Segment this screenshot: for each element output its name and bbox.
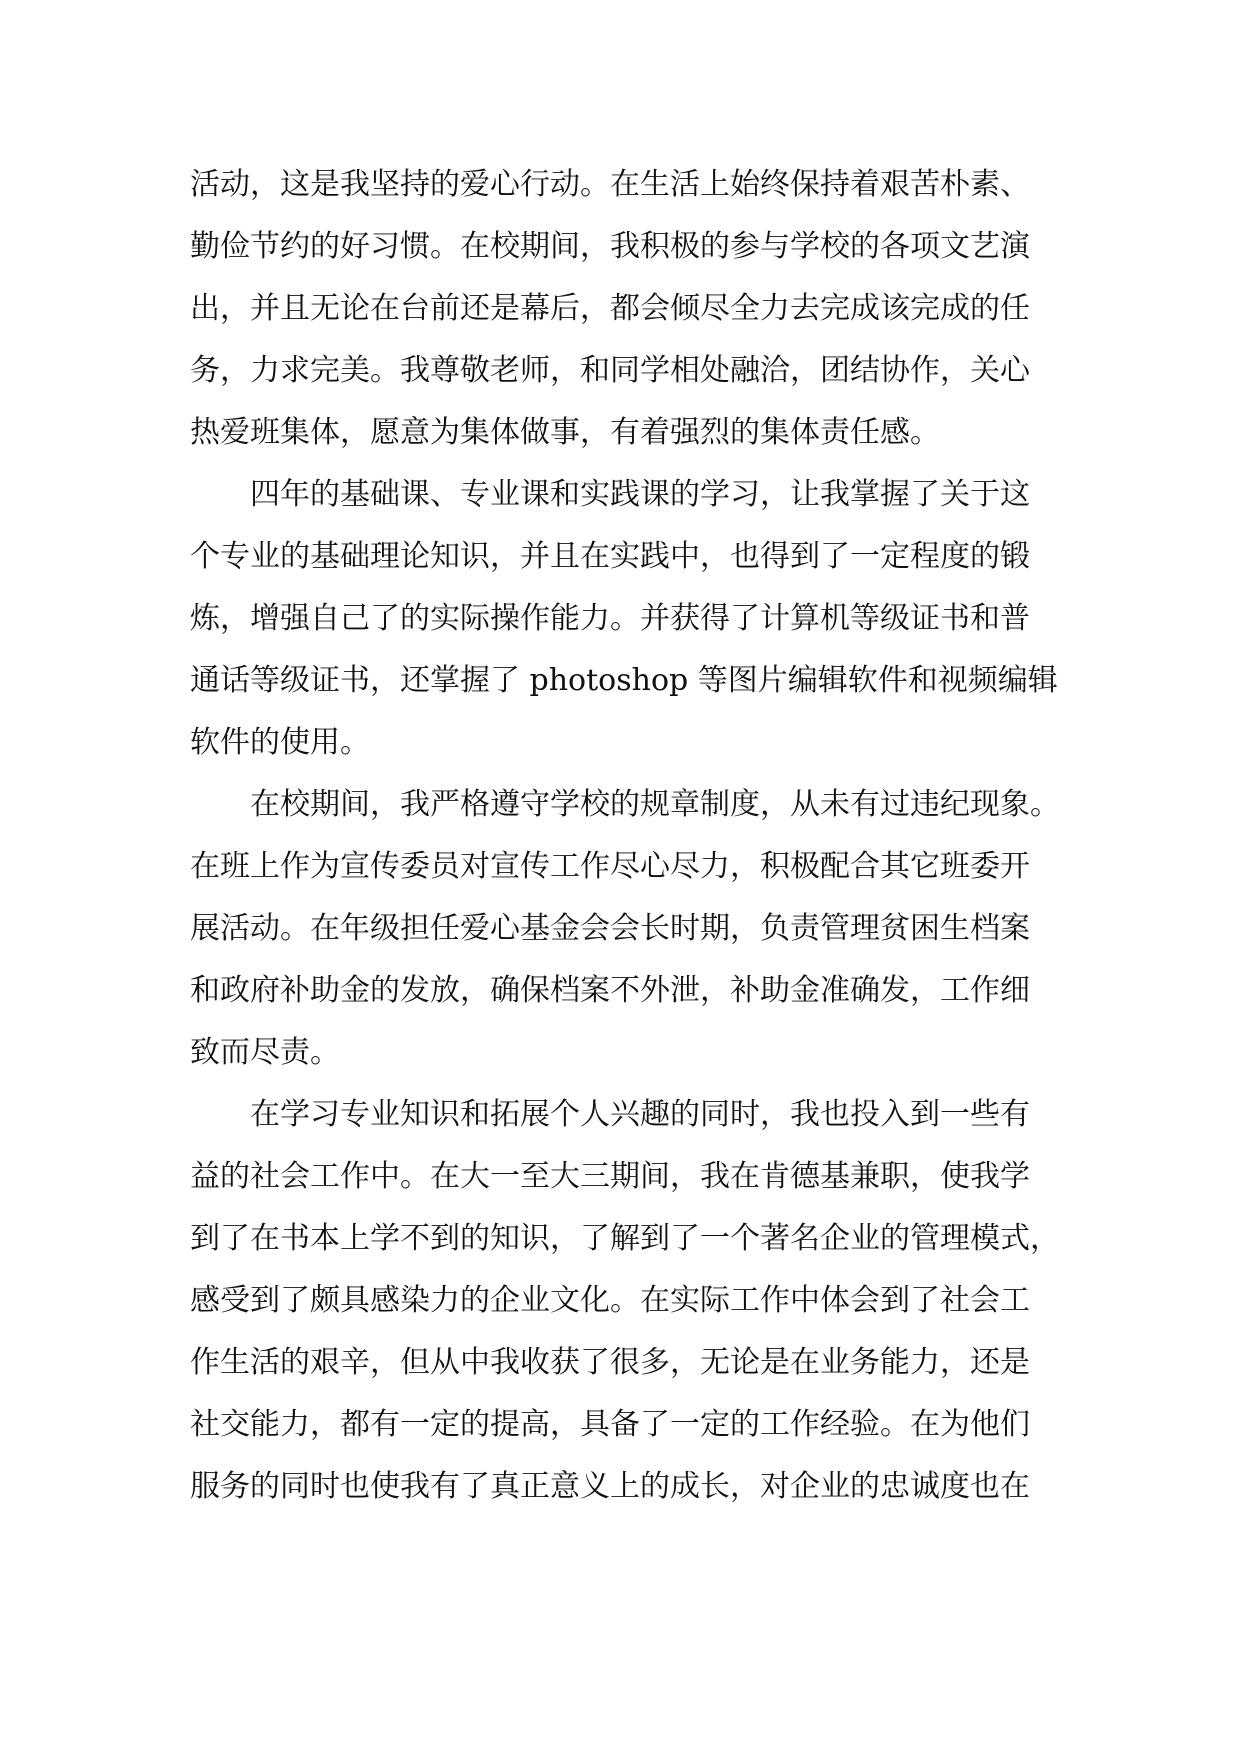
text-line: 在校期间，我严格遵守学校的规章制度，从未有过违纪现象。 xyxy=(190,787,1060,822)
text-line: 通话等级证书，还掌握了 photoshop 等图片编辑软件和视频编辑 xyxy=(190,663,1058,698)
text-line: 在学习专业知识和拓展个人兴趣的同时，我也投入到一些有 xyxy=(190,1097,1030,1132)
text-line: 服务的同时也使我有了真正意义上的成长，对企业的忠诚度也在 xyxy=(190,1469,1030,1504)
text-line: 和政府补助金的发放，确保档案不外泄，补助金准确发，工作细 xyxy=(190,973,1030,1008)
text-line: 感受到了颇具感染力的企业文化。在实际工作中体会到了社会工 xyxy=(190,1283,1030,1318)
text-line: 四年的基础课、专业课和实践课的学习，让我掌握了关于这 xyxy=(190,477,1030,512)
text-line: 作生活的艰辛，但从中我收获了很多，无论是在业务能力，还是 xyxy=(190,1345,1030,1380)
text-line: 热爱班集体，愿意为集体做事，有着强烈的集体责任感。 xyxy=(190,415,940,450)
text-line: 展活动。在年级担任爱心基金会会长时期，负责管理贫困生档案 xyxy=(190,911,1030,946)
text-line: 社交能力，都有一定的提高，具备了一定的工作经验。在为他们 xyxy=(190,1407,1030,1442)
text-line: 到了在书本上学不到的知识，了解到了一个著名企业的管理模式， xyxy=(190,1221,1060,1256)
text-line: 活动，这是我坚持的爱心行动。在生活上始终保持着艰苦朴素、 xyxy=(190,167,1030,202)
text-line: 益的社会工作中。在大一至大三期间，我在肯德基兼职，使我学 xyxy=(190,1159,1030,1194)
text-line: 勤俭节约的好习惯。在校期间，我积极的参与学校的各项文艺演 xyxy=(190,229,1030,264)
text-line: 务，力求完美。我尊敬老师，和同学相处融洽，团结协作，关心 xyxy=(190,353,1030,388)
text-line: 炼，增强自己了的实际操作能力。并获得了计算机等级证书和普 xyxy=(190,601,1030,636)
text-line: 个专业的基础理论知识，并且在实践中，也得到了一定程度的锻 xyxy=(190,539,1030,574)
body-text xyxy=(190,154,1070,1518)
text-line: 致而尽责。 xyxy=(190,1035,340,1070)
text-line: 出，并且无论在台前还是幕后，都会倾尽全力去完成该完成的任 xyxy=(190,291,1030,326)
text-line: 软件的使用。 xyxy=(190,725,370,760)
text-line: 在班上作为宣传委员对宣传工作尽心尽力，积极配合其它班委开 xyxy=(190,849,1030,884)
